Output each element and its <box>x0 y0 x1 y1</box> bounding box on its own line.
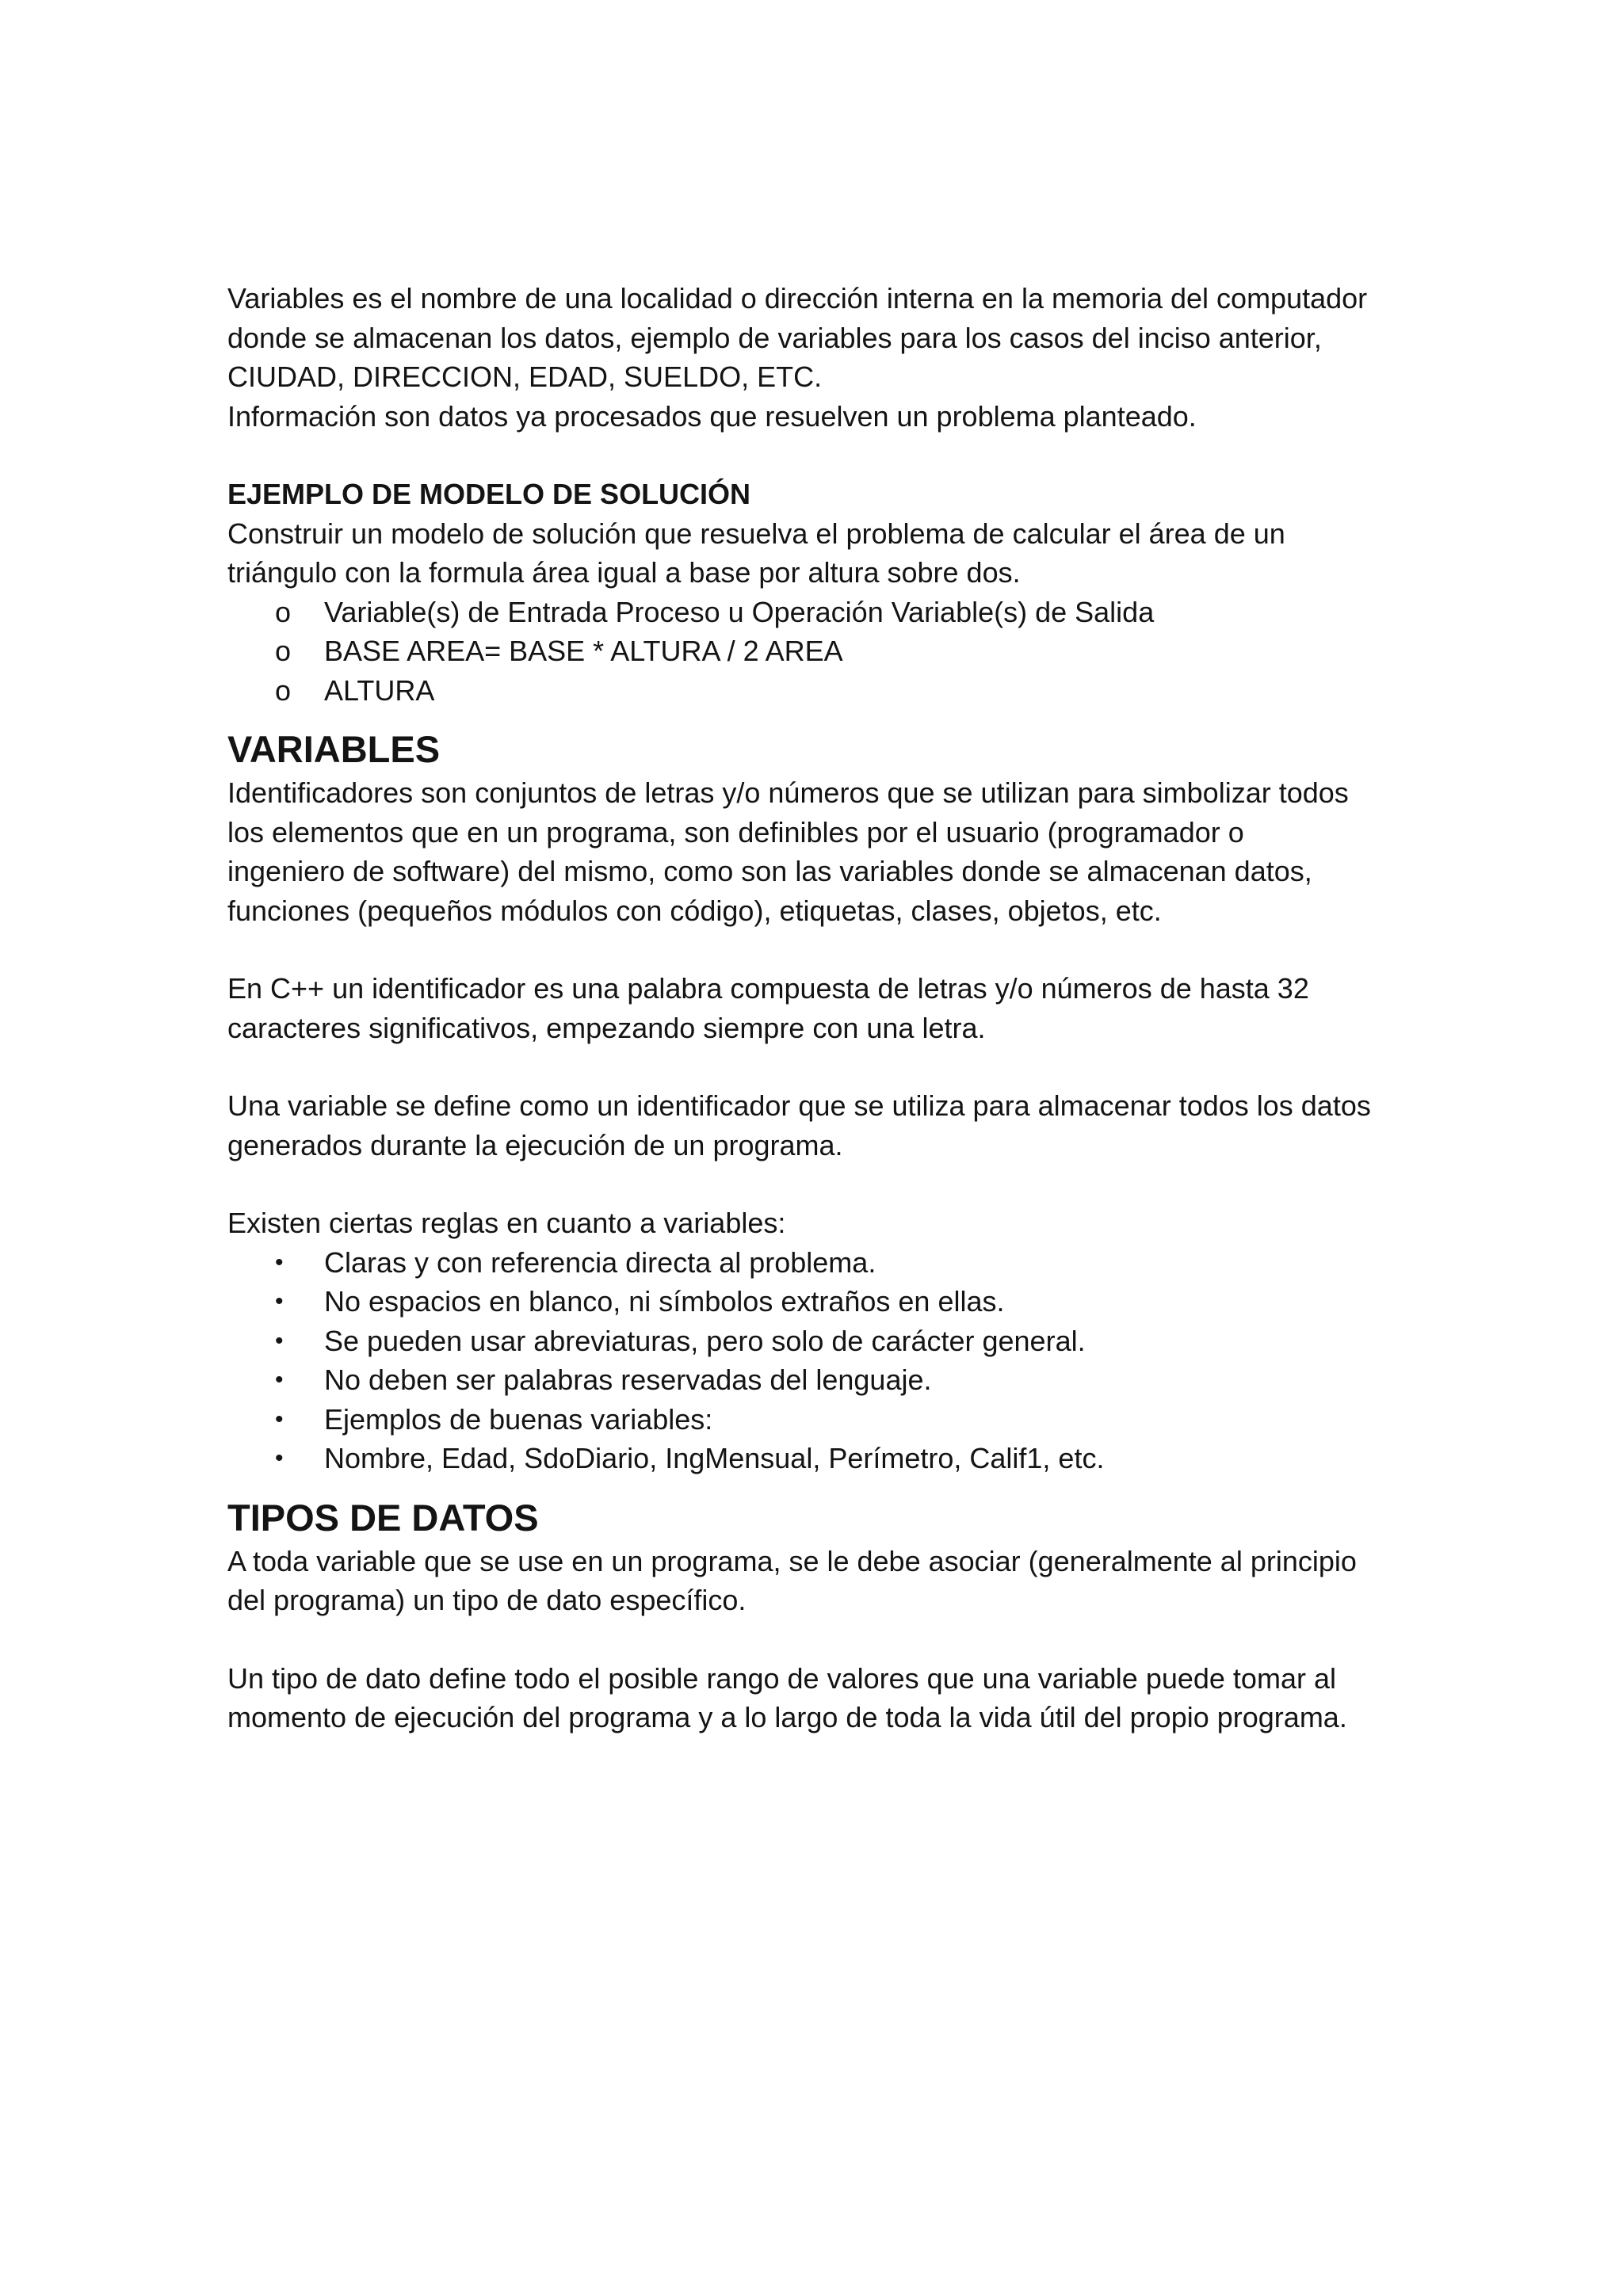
bullet-dot-icon: • <box>275 1445 284 1471</box>
ejemplo-paragraph <box>227 514 1416 593</box>
tipos-paragraph-1 <box>227 1542 1416 1620</box>
bullet-dot-icon: • <box>275 1288 284 1314</box>
rules-intro: Existen ciertas reglas en cuanto a variables: <box>227 1207 786 1239</box>
list-item <box>227 1243 1416 1283</box>
list-item <box>227 1282 1416 1322</box>
bullet-dot-icon: • <box>275 1327 284 1354</box>
list-item <box>227 1322 1416 1361</box>
list-item <box>227 1439 1416 1478</box>
spacer <box>227 1620 1416 1659</box>
variables-paragraph-3 <box>227 1086 1416 1165</box>
paragraph-line: del programa) un tipo de dato específico. <box>227 1584 747 1616</box>
intro-line: Variables es el nombre de una localidad o dirección interna en la memoria del computador <box>227 282 1368 315</box>
spacer <box>227 436 1416 475</box>
variables-paragraph-2 <box>227 969 1416 1047</box>
intro-line: donde se almacenan los datos, ejemplo de variables para los casos del inciso anterior, <box>227 321 1322 354</box>
bullet-dot-icon: • <box>275 1405 284 1432</box>
list-item-text: Claras y con referencia directa al problema. <box>324 1245 876 1279</box>
list-item-text: BASE AREA= BASE * ALTURA / 2 AREA <box>324 635 843 667</box>
intro-paragraph <box>227 279 1416 436</box>
list-item-text: Variable(s) de Entrada Proceso u Operación Variable(s) de Salida <box>324 595 1155 628</box>
paragraph-line: Identificadores son conjuntos de letras y/o números que se utilizan para simbolizar todos <box>227 776 1349 809</box>
circle-bullet-icon: o <box>275 635 292 667</box>
circle-bullet-icon: o <box>275 595 292 628</box>
spacer <box>227 1047 1416 1086</box>
paragraph-line: Una variable se define como un identificador que se utiliza para almacenar todos los datos <box>227 1089 1371 1122</box>
circle-bullet-icon: o <box>275 673 292 707</box>
variables-paragraph-1 <box>227 773 1416 930</box>
ejemplo-line: triángulo con la formula área igual a base por altura sobre dos. <box>227 556 1021 589</box>
bullet-dot-icon: • <box>275 1367 284 1393</box>
paragraph-line: A toda variable que se use en un programa, se le debe asociar (generalmente al principio <box>227 1544 1357 1577</box>
paragraph-line: generados durante la ejecución de un programa. <box>227 1128 843 1161</box>
paragraph-line: los elementos que en un programa, son definibles por el usuario (programador o <box>227 815 1244 849</box>
intro-line: CIUDAD, DIRECCION, EDAD, SUELDO, ETC. <box>227 360 823 393</box>
ejemplo-heading: EJEMPLO DE MODELO DE SOLUCIÓN <box>227 478 751 510</box>
spacer <box>227 930 1416 969</box>
list-item-text: Ejemplos de buenas variables: <box>324 1402 713 1436</box>
intro-line: Información son datos ya procesados que resuelven un problema planteado. <box>227 399 1197 433</box>
paragraph-line: ingeniero de software) del mismo, como son las variables donde se almacenan datos, <box>227 855 1312 887</box>
list-item <box>227 671 1416 711</box>
ejemplo-line: Construir un modelo de solución que resuelva el problema de calcular el área de un <box>227 517 1285 550</box>
paragraph-line: caracteres significativos, empezando siempre con una letra. <box>227 1011 986 1044</box>
list-item <box>227 631 1416 671</box>
ejemplo-list <box>227 593 1416 711</box>
tipos-heading: TIPOS DE DATOS <box>227 1496 539 1539</box>
paragraph-line: Un tipo de dato define todo el posible rango de valores que una variable puede tomar al <box>227 1661 1336 1695</box>
paragraph-line: momento de ejecución del programa y a lo largo de toda la vida útil del propio programa. <box>227 1701 1347 1733</box>
tipos-paragraph-2 <box>227 1659 1416 1737</box>
rules-list <box>227 1243 1416 1478</box>
spacer <box>227 1165 1416 1203</box>
list-item-text: Nombre, Edad, SdoDiario, IngMensual, Perímetro, Calif1, etc. <box>324 1442 1105 1474</box>
list-item <box>227 1360 1416 1400</box>
list-item-text: No espacios en blanco, ni símbolos extraños en ellas. <box>324 1285 1005 1318</box>
list-item-text: ALTURA <box>324 673 435 707</box>
paragraph-line: En C++ un identificador es una palabra compuesta de letras y/o números de hasta 32 <box>227 972 1309 1005</box>
document-page <box>227 279 1416 1737</box>
list-item-text: Se pueden usar abreviaturas, pero solo de carácter general. <box>324 1324 1086 1357</box>
bullet-dot-icon: • <box>275 1249 284 1276</box>
list-item-text: No deben ser palabras reservadas del lenguaje. <box>324 1363 932 1396</box>
list-item <box>227 593 1416 632</box>
variables-heading: VARIABLES <box>227 728 441 770</box>
list-item <box>227 1400 1416 1440</box>
paragraph-line: funciones (pequeños módulos con código), etiquetas, clases, objetos, etc. <box>227 894 1162 927</box>
